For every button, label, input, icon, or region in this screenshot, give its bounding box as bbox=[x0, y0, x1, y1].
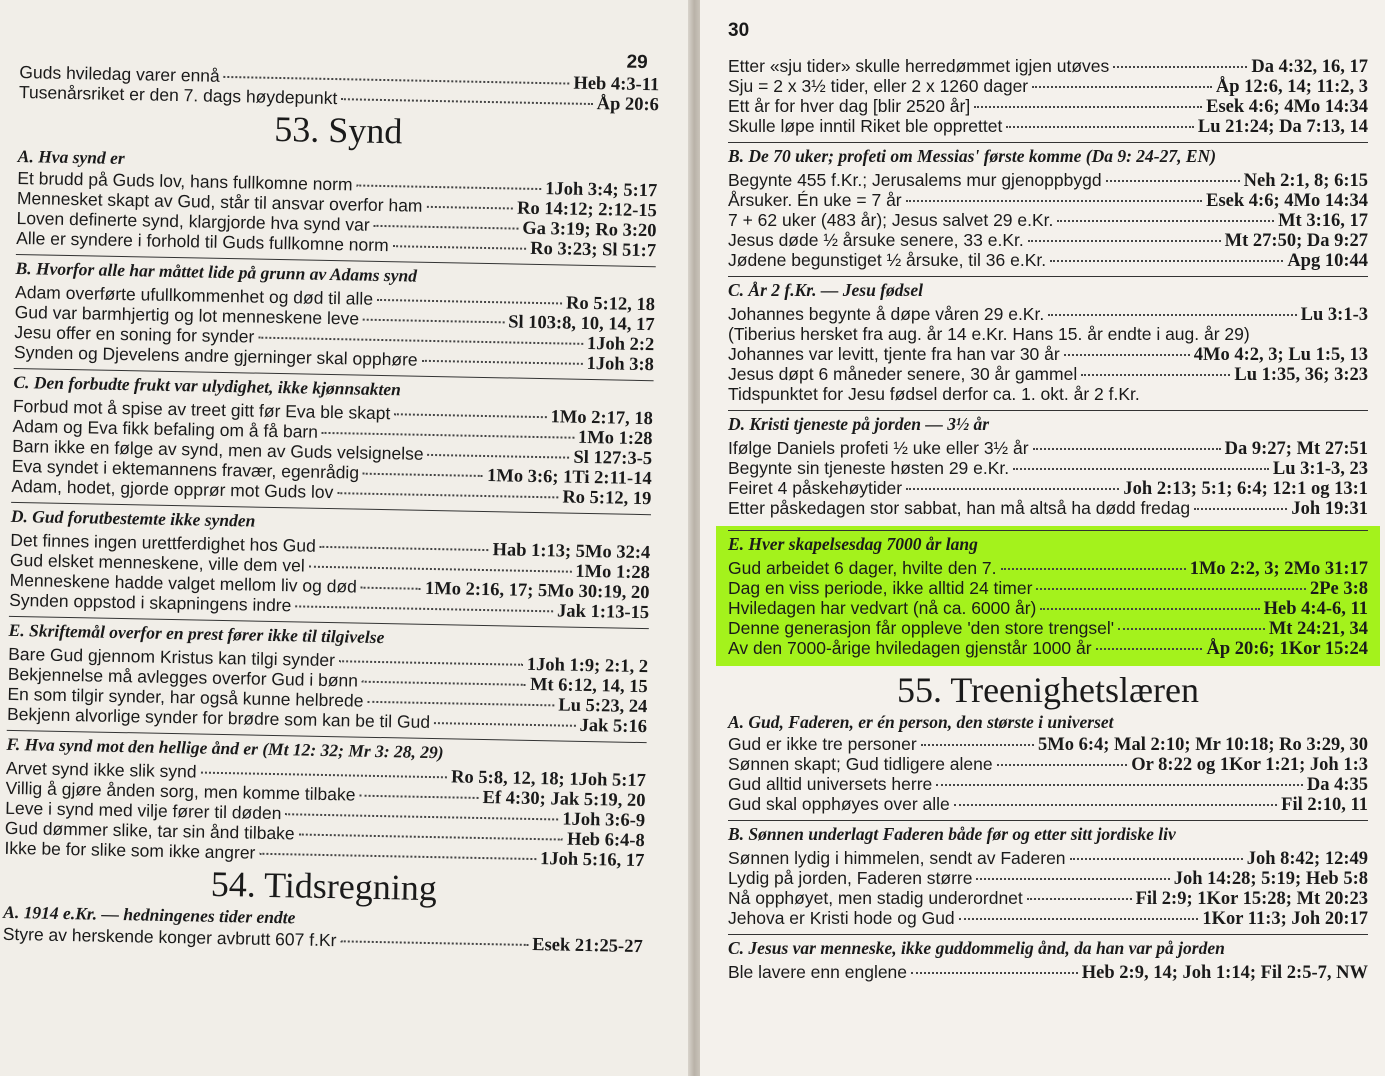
dot-leader bbox=[363, 473, 483, 477]
chapter-title: 55. Treenighetslæren bbox=[897, 670, 1199, 710]
dot-leader bbox=[299, 833, 564, 840]
entry-text: Bekjennelse må avlegges overfor Gud i bønn bbox=[7, 663, 359, 691]
entry-line bbox=[728, 888, 1368, 908]
entry-line bbox=[728, 578, 1368, 598]
entry-text: Adam og Eva fikk befaling om å få barn bbox=[12, 415, 319, 442]
entry-line bbox=[728, 230, 1368, 250]
scripture-reference: Da 9:27; Mt 27:51 bbox=[1224, 439, 1368, 459]
scripture-reference: Joh 14:28; 5:19; Heb 5:8 bbox=[1173, 869, 1368, 889]
entry-text: Dag en viss periode, ikke alltid 24 timer bbox=[728, 578, 1033, 598]
dot-leader bbox=[1013, 468, 1269, 470]
entry-line bbox=[728, 344, 1368, 364]
dot-leader bbox=[1050, 260, 1283, 262]
page-number: 30 bbox=[728, 20, 750, 41]
scripture-reference: Lu 21:24; Da 7:13, 14 bbox=[1197, 117, 1368, 137]
dot-leader bbox=[394, 413, 546, 418]
dot-leader bbox=[974, 106, 1202, 108]
dot-leader bbox=[1006, 126, 1194, 128]
dot-leader bbox=[906, 488, 1119, 490]
entry-text: Skulle løpe inntil Riket ble opprettet bbox=[728, 116, 1003, 136]
dot-leader bbox=[363, 319, 504, 324]
entry-line bbox=[728, 618, 1368, 638]
dot-leader bbox=[1027, 898, 1132, 900]
scripture-reference: 1Mo 1:28 bbox=[575, 561, 651, 584]
section-heading: A. 1914 e.Kr. — hedningenes tider endte bbox=[3, 901, 296, 928]
entry-text: Adam, hodet, gjorde opprør mot Guds lov bbox=[11, 475, 334, 503]
dot-leader bbox=[201, 772, 448, 779]
section-heading: F. Hva synd mot den hellige ånd er (Mt 12: 32; Mr 3: 28, 29) bbox=[6, 730, 646, 770]
dot-leader bbox=[1064, 354, 1190, 356]
entry-line bbox=[728, 170, 1368, 190]
scripture-reference: Esek 4:6; 4Mo 14:34 bbox=[1206, 97, 1368, 117]
entry-line bbox=[728, 76, 1368, 96]
entry-line bbox=[728, 848, 1368, 868]
section-heading: E. Hver skapelsesdag 7000 år lang bbox=[728, 530, 1368, 558]
entry-line bbox=[728, 324, 1368, 344]
entry-text: Begynte sin tjeneste høsten 29 e.Kr. bbox=[728, 458, 1010, 478]
entry-text: Guds hviledag varer ennå bbox=[19, 61, 220, 86]
section-lines bbox=[728, 304, 1368, 404]
scripture-reference: Heb 4:4-6, 11 bbox=[1263, 599, 1368, 619]
dot-leader bbox=[339, 660, 523, 666]
dot-leader bbox=[224, 76, 570, 85]
entry-line bbox=[728, 558, 1368, 578]
scripture-reference: 5Mo 6:4; Mal 2:10; Mr 10:18; Ro 3:29, 30 bbox=[1037, 735, 1368, 755]
entry-text: Gud elsket menneskene, ville dem vel bbox=[9, 549, 305, 576]
entry-line bbox=[728, 868, 1368, 888]
dot-leader bbox=[959, 918, 1199, 920]
dot-leader bbox=[1033, 448, 1221, 450]
entry-line bbox=[728, 116, 1368, 136]
scripture-reference: Sl 127:3-5 bbox=[573, 447, 653, 470]
entry-text: En som tilgir synder, har også kunne helbrede bbox=[7, 683, 364, 711]
entry-text: Bare Gud gjennom Kristus kan tilgi synder bbox=[8, 643, 336, 671]
dot-leader bbox=[1028, 240, 1221, 242]
scripture-reference: Apg 10:44 bbox=[1287, 251, 1368, 271]
scripture-reference: Ga 3:19; Ro 3:20 bbox=[522, 218, 657, 242]
section-lines bbox=[728, 848, 1368, 928]
scripture-reference: 1Joh 3:4; 5:17 bbox=[545, 179, 658, 202]
dot-leader bbox=[393, 245, 527, 250]
entry-line bbox=[728, 598, 1368, 618]
entry-line bbox=[728, 304, 1368, 324]
entry-text: Feiret 4 påskehøytider bbox=[728, 478, 903, 498]
entry-text: Av den 7000-årige hviledagen gjenstår 1000 år bbox=[728, 638, 1092, 658]
scripture-reference: Ro 14:12; 2:12-15 bbox=[516, 198, 658, 222]
entry-text: Hviledagen har vedvart (nå ca. 6000 år) bbox=[728, 598, 1037, 618]
dot-leader bbox=[1096, 648, 1203, 650]
entry-text: Ikke be for slike som ikke angrer bbox=[4, 837, 256, 863]
dot-leader bbox=[434, 722, 576, 727]
dot-leader bbox=[1081, 374, 1230, 376]
entry-text: Gud dømmer slike, tar sin ånd tilbake bbox=[4, 817, 295, 844]
scripture-reference: Joh 19:31 bbox=[1291, 499, 1368, 519]
entry-text: Jesus døde ½ årsuke senere, 33 e.Kr. bbox=[728, 230, 1024, 250]
entry-text: Sønnen lydig i himmelen, sendt av Faderen bbox=[728, 848, 1066, 868]
entry-text: Johannes var levitt, tjente fra han var 30 år bbox=[728, 344, 1060, 364]
dot-leader bbox=[374, 225, 519, 230]
entry-text: Et brudd på Guds lov, hans fullkomne norm bbox=[17, 167, 353, 195]
chapter-title: 53. Synd bbox=[273, 108, 403, 152]
scripture-reference: 1Joh 5:16, 17 bbox=[539, 849, 645, 872]
entry-text: Det finnes ingen urettferdighet hos Gud bbox=[10, 529, 317, 556]
section-lines bbox=[14, 282, 655, 374]
entry-text: Jødene begunstiget ½ årsuke, til 36 e.Kr. bbox=[728, 250, 1047, 270]
dot-leader bbox=[976, 878, 1169, 880]
scripture-reference: Heb 2:9, 14; Joh 1:14; Fil 2:5-7, NW bbox=[1081, 963, 1368, 983]
entry-line bbox=[728, 458, 1368, 478]
entry-text: Barn ikke en følge av synd, men av Guds velsignelse bbox=[12, 435, 424, 464]
scripture-reference: Sl 103:8, 10, 14, 17 bbox=[508, 312, 655, 336]
scripture-reference: Ro 3:23; Sl 51:7 bbox=[529, 238, 657, 262]
entry-text: Tusenårsriket er den 7. dags høydepunkt bbox=[18, 81, 338, 109]
entry-text: (Tiberius hersket fra aug. år 14 e.Kr. Hans 15. år endte i aug. år 29) bbox=[728, 324, 1250, 344]
scripture-reference: Lu 5:23, 24 bbox=[558, 695, 648, 718]
dot-leader bbox=[337, 492, 558, 498]
entry-line bbox=[728, 734, 1368, 754]
entry-text: Sønnen skapt; Gud tidligere alene bbox=[728, 754, 993, 774]
entry-text: Loven definerte synd, klargjorde hva synd var bbox=[16, 207, 370, 235]
left-column bbox=[3, 40, 660, 956]
scripture-reference: Åp 12:6, 14; 11:2, 3 bbox=[1215, 77, 1368, 97]
entry-line bbox=[728, 794, 1368, 814]
dot-leader bbox=[1194, 508, 1287, 510]
scripture-reference: 1Kor 11:3; Joh 20:17 bbox=[1202, 909, 1368, 929]
scripture-reference: Or 8:22 og 1Kor 1:21; Joh 1:3 bbox=[1131, 755, 1368, 775]
dot-leader bbox=[1106, 180, 1240, 182]
scripture-reference: Mt 3:16, 17 bbox=[1278, 211, 1368, 231]
dot-leader bbox=[322, 432, 574, 439]
dot-leader bbox=[320, 546, 489, 551]
dot-leader bbox=[259, 853, 536, 860]
scripture-reference: Lu 1:35, 36; 3:23 bbox=[1234, 365, 1368, 385]
scripture-reference: 1Mo 2:17, 18 bbox=[550, 407, 654, 430]
dot-leader bbox=[906, 200, 1203, 202]
section-lines bbox=[728, 734, 1368, 814]
entry-text: Menneskene hadde valget mellom liv og død bbox=[9, 569, 358, 597]
section-heading: D. Kristi tjeneste på jorden — 3½ år bbox=[728, 410, 1368, 438]
entry-text: Bekjenn alvorlige synder for brødre som kan be til Gud bbox=[6, 703, 431, 732]
dot-leader bbox=[361, 587, 421, 590]
section-lines bbox=[728, 170, 1368, 270]
dot-leader bbox=[1040, 608, 1259, 610]
intro-list bbox=[728, 56, 1368, 136]
scripture-reference: 1Joh 2:2 bbox=[586, 333, 655, 356]
scripture-reference: Ro 5:8, 12, 18; 1Joh 5:17 bbox=[450, 767, 647, 792]
entry-text: Gud er ikke tre personer bbox=[728, 734, 917, 754]
dot-leader bbox=[309, 566, 572, 573]
section-heading: B. Hvorfor alle har måttet lide på grunn av Adams synd bbox=[15, 254, 655, 294]
dot-leader bbox=[377, 299, 562, 305]
dot-leader bbox=[428, 454, 570, 459]
scripture-reference: 1Mo 2:2, 3; 2Mo 31:17 bbox=[1189, 559, 1368, 579]
scripture-reference: Lu 3:1-3, 23 bbox=[1272, 459, 1368, 479]
scripture-reference: Esek 4:6; 4Mo 14:34 bbox=[1206, 191, 1368, 211]
dot-leader bbox=[1070, 858, 1243, 860]
entry-text: Villig å gjøre ånden sorg, men komme tilbake bbox=[5, 777, 356, 805]
dot-leader bbox=[1057, 220, 1274, 222]
entry-text: Ifølge Daniels profeti ½ uke eller 3½ år bbox=[728, 438, 1029, 458]
entry-text: Mennesket skapt av Gud, står til ansvar overfor ham bbox=[16, 187, 423, 216]
entry-text: Synden oppstod i skapningens indre bbox=[9, 589, 292, 616]
section-heading: C. År 2 f.Kr. — Jesu fødsel bbox=[728, 276, 1368, 304]
scripture-reference: Mt 24:21, 34 bbox=[1268, 619, 1368, 639]
entry-text: Årsuker. Én uke = 7 år bbox=[728, 190, 902, 210]
section-heading: C. Den forbudte frukt var ulydighet, ikke kjønnsakten bbox=[13, 368, 653, 408]
entry-text: Ett år for hver dag [blir 2520 år] bbox=[728, 96, 971, 116]
scripture-reference: 1Mo 1:28 bbox=[577, 427, 653, 450]
section-lines bbox=[728, 558, 1368, 658]
scripture-reference: Fil 2:10, 11 bbox=[1281, 795, 1368, 815]
entry-text: Ble lavere enn englene bbox=[728, 962, 908, 982]
scripture-reference: 1Joh 1:9; 2:1, 2 bbox=[526, 654, 649, 678]
scripture-reference: 1Mo 2:16, 17; 5Mo 30:19, 20 bbox=[424, 578, 650, 604]
scripture-reference: Da 4:35 bbox=[1306, 775, 1368, 795]
dot-leader bbox=[997, 764, 1128, 766]
dot-leader bbox=[954, 804, 1277, 806]
dot-leader bbox=[911, 972, 1078, 974]
entry-text: Gud skal opphøyes over alle bbox=[728, 794, 950, 814]
dot-leader bbox=[1032, 86, 1212, 88]
scripture-reference: Mt 27:50; Da 9:27 bbox=[1224, 231, 1368, 251]
entry-line bbox=[728, 384, 1368, 404]
entry-text: Alle er syndere i forhold til Guds fullkomne norm bbox=[16, 227, 389, 256]
scripture-reference: Neh 2:1, 8; 6:15 bbox=[1243, 171, 1368, 191]
scripture-reference: Ro 5:12, 18 bbox=[565, 293, 656, 316]
entry-text: Gud arbeidet 6 dager, hvilte den 7. bbox=[728, 558, 997, 578]
entry-line bbox=[728, 210, 1368, 230]
dot-leader bbox=[426, 206, 513, 210]
scripture-reference: Joh 2:13; 5:1; 6:4; 12:1 og 13:1 bbox=[1123, 479, 1368, 499]
scripture-reference: 1Mo 3:6; 1Ti 2:11-14 bbox=[486, 466, 652, 490]
section-heading: E. Skriftemål overfor en prest fører ikke til tilgivelse bbox=[8, 616, 648, 656]
scripture-reference: 1Joh 3:6-9 bbox=[562, 809, 646, 832]
dot-leader bbox=[1118, 628, 1265, 630]
section-lines bbox=[9, 530, 650, 622]
page-number: 29 bbox=[626, 51, 648, 74]
entry-text: Johannes begynte å døpe våren 29 e.Kr. bbox=[728, 304, 1045, 324]
dot-leader bbox=[1048, 314, 1296, 316]
entry-text: Adam overførte ufullkommenhet og død til alle bbox=[14, 281, 374, 309]
entry-line bbox=[728, 96, 1368, 116]
entry-text: Etter «sju tider» skulle herredømmet igjen utøves bbox=[728, 56, 1110, 76]
dot-leader bbox=[921, 744, 1034, 746]
scripture-reference: 1Joh 3:8 bbox=[586, 353, 655, 376]
entry-line bbox=[728, 56, 1368, 76]
entry-text: Jesu offer en soning for synder bbox=[14, 321, 255, 347]
entry-text: Begynte 455 f.Kr.; Jerusalems mur gjenoppbygd bbox=[728, 170, 1102, 190]
entry-text: Eva syndet i ektemannens fravær, egenrådig bbox=[11, 455, 360, 483]
scripture-reference: Åp 20:6; 1Kor 15:24 bbox=[1206, 639, 1368, 659]
dot-leader bbox=[422, 360, 583, 365]
entry-line bbox=[728, 498, 1368, 518]
entry-text: Lydig på jorden, Faderen større bbox=[728, 868, 973, 888]
entry-line bbox=[728, 774, 1368, 794]
entry-text: Gud var barmhjertig og lot menneskene leve bbox=[14, 301, 360, 329]
dot-leader bbox=[341, 98, 592, 105]
highlighted-section bbox=[716, 526, 1380, 666]
entry-text: Etter påskedagen stor sabbat, han må altså ha dødd fredag bbox=[728, 498, 1191, 518]
scripture-reference: Heb 6:4-8 bbox=[566, 829, 645, 852]
dot-leader bbox=[367, 701, 554, 707]
right-column bbox=[728, 20, 1368, 982]
entry-text: Leve i synd med vilje fører til døden bbox=[5, 797, 282, 824]
section-lines bbox=[728, 438, 1368, 518]
dot-leader bbox=[1036, 588, 1305, 590]
dot-leader bbox=[359, 795, 478, 799]
entry-text: Tidspunktet for Jesu fødsel derfor ca. 1. okt. år 2 f.Kr. bbox=[728, 384, 1140, 404]
scripture-reference: Lu 3:1-3 bbox=[1300, 305, 1368, 325]
entry-text: Forbud mot å spise av treet gitt før Eva ble skapt bbox=[12, 395, 391, 424]
entry-text: Nå opphøyet, men stadig underordnet bbox=[728, 888, 1023, 908]
scripture-reference: Da 4:32, 16, 17 bbox=[1251, 57, 1368, 77]
dot-leader bbox=[340, 940, 528, 946]
scripture-reference: Ro 5:12, 19 bbox=[562, 487, 652, 510]
section-heading: B. De 70 uker; profeti om Messias' første komme (Da 9: 24-27, EN) bbox=[728, 142, 1368, 170]
scripture-reference: Hab 1:13; 5Mo 32:4 bbox=[492, 540, 651, 564]
dot-leader bbox=[1113, 66, 1247, 68]
scripture-reference: Joh 8:42; 12:49 bbox=[1246, 849, 1368, 869]
section-heading: B. Sønnen underlagt Faderen både før og etter sitt jordiske liv bbox=[728, 820, 1368, 848]
entry-text: Synden og Djevelens andre gjerninger skal opphøre bbox=[13, 341, 418, 370]
dot-leader bbox=[295, 605, 553, 612]
scripture-reference: 4Mo 4:2, 3; Lu 1:5, 13 bbox=[1193, 345, 1368, 365]
entry-line bbox=[728, 250, 1368, 270]
section-lines bbox=[7, 644, 648, 736]
right-page bbox=[700, 0, 1385, 1076]
entry-line bbox=[728, 962, 1368, 982]
dot-leader bbox=[1001, 568, 1186, 570]
entry-text: Jesus døpt 6 måneder senere, 30 år gammel bbox=[728, 364, 1078, 384]
dot-leader bbox=[357, 184, 542, 190]
scripture-reference: Esek 21:25-27 bbox=[532, 935, 643, 958]
entry-text: Gud alltid universets herre bbox=[728, 774, 933, 794]
entry-line bbox=[728, 190, 1368, 210]
dot-leader bbox=[258, 337, 583, 345]
dot-leader bbox=[285, 813, 558, 820]
chapter-title: 54. Tidsregning bbox=[210, 863, 438, 909]
scripture-reference: Åp 20:6 bbox=[596, 94, 660, 116]
entry-line bbox=[728, 438, 1368, 458]
entry-text: Styre av herskende konger avbrutt 607 f.Kr bbox=[2, 923, 337, 951]
entry-text: Arvet synd ikke slik synd bbox=[5, 757, 197, 782]
section-heading: D. Gud forutbestemte ikke synden bbox=[11, 502, 651, 542]
left-page bbox=[0, 0, 690, 1076]
scripture-reference: Ef 4:30; Jak 5:19, 20 bbox=[482, 788, 646, 812]
dot-leader bbox=[362, 681, 526, 686]
entry-text: 7 + 62 uker (483 år); Jesus salvet 29 e.Kr. bbox=[728, 210, 1054, 230]
dot-leader bbox=[936, 784, 1303, 786]
section-lines bbox=[728, 962, 1368, 982]
scripture-reference: Jak 1:13-15 bbox=[556, 601, 650, 624]
scripture-reference: Heb 4:3-11 bbox=[573, 73, 660, 96]
section-heading: C. Jesus var menneske, ikke guddommelig ånd, da han var på jorden bbox=[728, 934, 1368, 962]
section-lines bbox=[11, 396, 653, 508]
section-lines bbox=[4, 758, 646, 870]
scripture-reference: Fil 2:9; 1Kor 15:28; Mt 20:23 bbox=[1135, 889, 1368, 909]
entry-text: Jehova er Kristi hode og Gud bbox=[728, 908, 955, 928]
entry-line bbox=[728, 638, 1368, 658]
entry-line bbox=[728, 908, 1368, 928]
entry-line bbox=[728, 754, 1368, 774]
section-heading: A. Gud, Faderen, er én person, den største i universet bbox=[728, 712, 1114, 732]
section-heading: A. Hva synd er bbox=[17, 145, 125, 169]
scripture-reference: 2Pe 3:8 bbox=[1309, 579, 1368, 599]
section-lines bbox=[16, 168, 657, 260]
entry-text: Denne generasjon får oppleve 'den store trengsel' bbox=[728, 618, 1115, 638]
scripture-reference: Jak 5:16 bbox=[579, 715, 648, 738]
scripture-reference: Mt 6:12, 14, 15 bbox=[529, 674, 648, 698]
entry-line bbox=[728, 478, 1368, 498]
entry-text: Sju = 2 x 3½ tider, eller 2 x 1260 dager bbox=[728, 76, 1029, 96]
entry-line bbox=[728, 364, 1368, 384]
